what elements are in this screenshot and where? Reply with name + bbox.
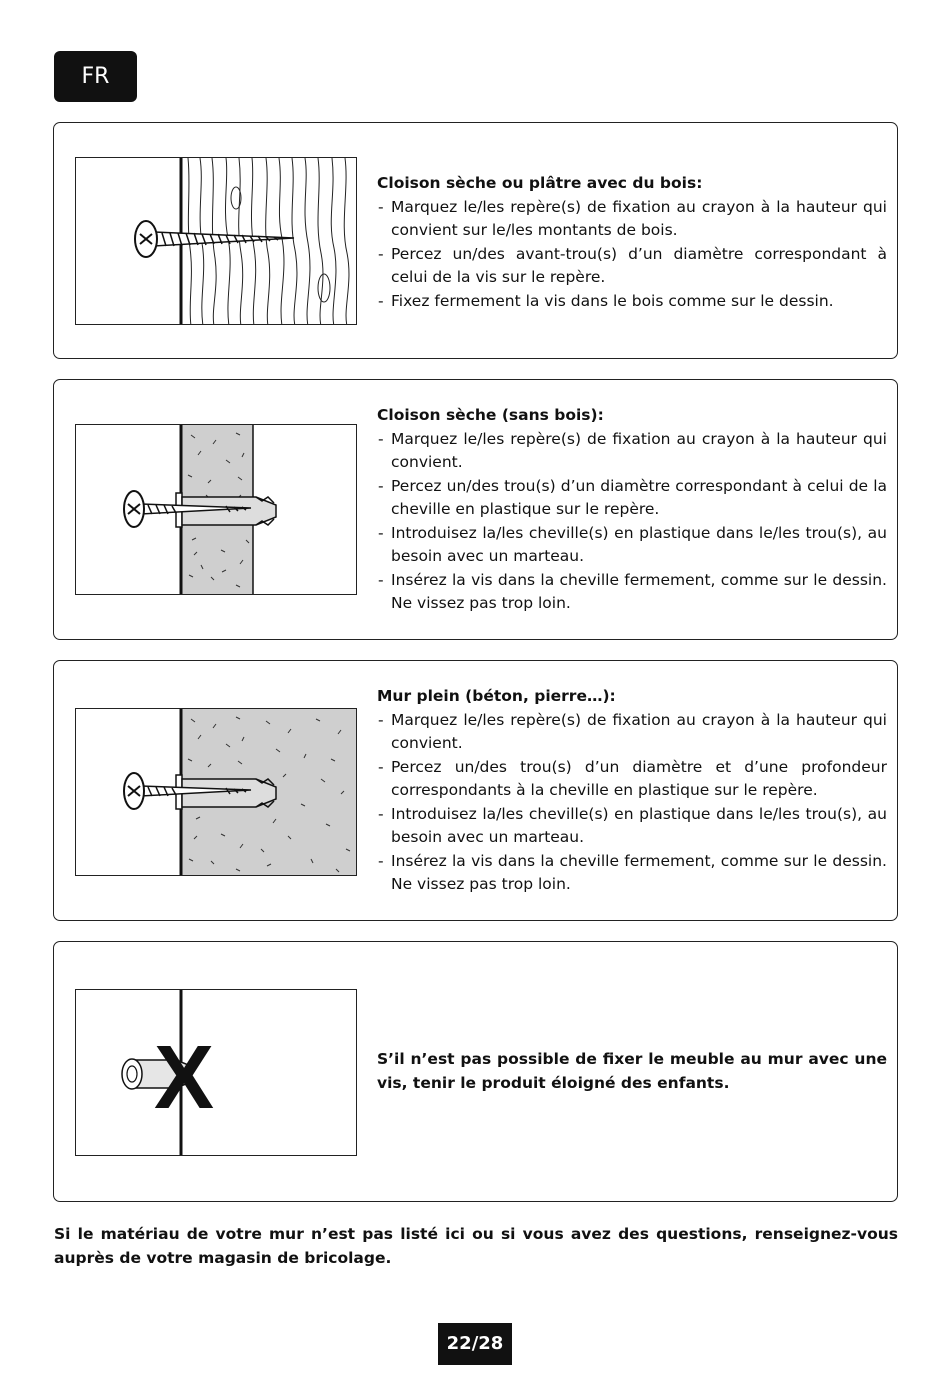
warning-text: S’il n’est pas possible de fixer le meuble au mur avec une vis, tenir le produit éloigné des enfants. xyxy=(377,1050,887,1092)
cross-mark-icon: X xyxy=(154,1028,215,1128)
instruction-item: - Insérez la vis dans la cheville fermement, comme sur le dessin. Ne vissez pas trop loin. xyxy=(377,850,887,897)
language-badge: FR xyxy=(54,51,137,102)
page-number: 22/28 xyxy=(438,1323,512,1365)
section-drywall-without-wood xyxy=(53,379,898,640)
no-fixing-illustration xyxy=(75,989,357,1156)
section-drywall-with-wood xyxy=(53,122,898,359)
instruction-item: - Marquez le/les repère(s) de fixation au crayon à la hauteur qui convient. xyxy=(377,709,887,756)
instruction-item: - Fixez fermement la vis dans le bois comme sur le dessin. xyxy=(377,290,887,314)
instruction-item: - Introduisez la/les cheville(s) en plastique dans le/les trou(s), au besoin avec un marteau. xyxy=(377,522,887,569)
wood-wall-illustration xyxy=(75,157,357,325)
instruction-item: - Introduisez la/les cheville(s) en plastique dans le/les trou(s), au besoin avec un marteau. xyxy=(377,803,887,850)
section-solid-wall xyxy=(53,660,898,921)
section-title: Cloison sèche (sans bois): xyxy=(377,406,604,424)
instruction-item: - Percez un/des trou(s) d’un diamètre et d’une profondeur correspondants à la cheville en plastique sur le repère. xyxy=(377,756,887,803)
instruction-list xyxy=(377,709,887,897)
section-warning xyxy=(53,941,898,1202)
instruction-item: - Percez un/des avant-trou(s) d’un diamètre correspondant à celui de la vis sur le repère. xyxy=(377,243,887,290)
section-title: Mur plein (béton, pierre…): xyxy=(377,687,616,705)
instruction-item: - Marquez le/les repère(s) de fixation au crayon à la hauteur qui convient. xyxy=(377,428,887,475)
instruction-item: - Marquez le/les repère(s) de fixation au crayon à la hauteur qui convient sur le/les montants de bois. xyxy=(377,196,887,243)
footer-note: Si le matériau de votre mur n’est pas listé ici ou si vous avez des questions, renseignez-vous auprès de votre magasin de bricolage. xyxy=(54,1225,898,1267)
section-text xyxy=(377,685,887,897)
section-text xyxy=(377,172,887,313)
instruction-list xyxy=(377,428,887,616)
solid-wall-illustration xyxy=(75,708,357,876)
section-text xyxy=(377,404,887,616)
instruction-list xyxy=(377,196,887,314)
instruction-item: - Percez un/des trou(s) d’un diamètre correspondant à celui de la cheville en plastique sur le repère. xyxy=(377,475,887,522)
instruction-item: - Insérez la vis dans la cheville fermement, comme sur le dessin. Ne vissez pas trop loin. xyxy=(377,569,887,616)
section-title: Cloison sèche ou plâtre avec du bois: xyxy=(377,174,703,192)
drywall-illustration xyxy=(75,424,357,595)
